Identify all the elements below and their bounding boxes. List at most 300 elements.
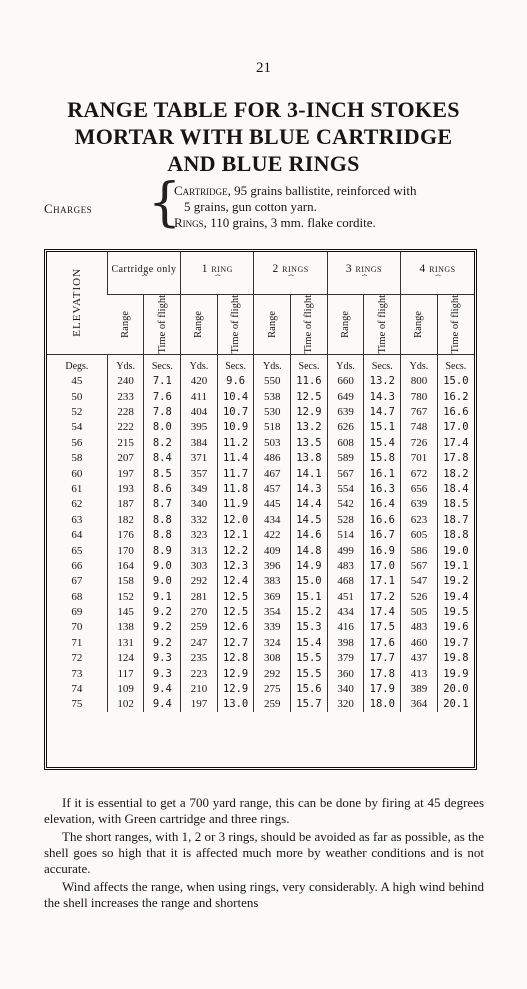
- range-cell: 124: [107, 651, 144, 666]
- range-cell: 514: [327, 527, 364, 542]
- title-line-1: RANGE TABLE FOR 3-INCH STOKES: [67, 97, 460, 122]
- time-cell: 8.6: [144, 481, 181, 496]
- time-cell: 16.6: [364, 512, 401, 527]
- time-cell: 8.2: [144, 435, 181, 450]
- unit-cell: Secs.: [364, 354, 401, 374]
- range-cell: 152: [107, 589, 144, 604]
- cartridge-line-1: [174, 183, 504, 199]
- range-cell: 398: [327, 635, 364, 650]
- range-cell: 626: [327, 420, 364, 435]
- group-header-2-rings: 2 rings ⏞: [254, 252, 327, 295]
- time-cell: 20.0: [437, 681, 474, 696]
- range-cell: 526: [401, 589, 438, 604]
- range-cell: 547: [401, 574, 438, 589]
- range-cell: 420: [181, 374, 218, 389]
- time-cell: 15.4: [291, 635, 328, 650]
- range-cell: 639: [401, 497, 438, 512]
- range-cell: 413: [401, 666, 438, 681]
- range-cell: 499: [327, 543, 364, 558]
- note-paragraph: The short ranges, with 1, 2 or 3 rings, should be avoided as far as possible, as the shell goes so high that it is affected much more by weather conditions and is not accurate.: [44, 829, 484, 876]
- elevation-cell: 50: [71, 390, 83, 403]
- elevation-cell: 75: [71, 698, 83, 711]
- range-cell: 483: [401, 620, 438, 635]
- charges-lines: [174, 183, 504, 231]
- time-cell: 14.9: [291, 558, 328, 573]
- range-cell: 396: [254, 558, 291, 573]
- range-cell: 332: [181, 512, 218, 527]
- time-cell: 19.1: [437, 558, 474, 573]
- time-cell: 15.0: [437, 374, 474, 389]
- range-header: Range: [254, 295, 291, 355]
- unit-cell: Yds.: [107, 354, 144, 374]
- time-cell: 18.8: [437, 527, 474, 542]
- time-cell: 15.2: [291, 604, 328, 619]
- time-cell: 13.8: [291, 451, 328, 466]
- elevation-cell: 68: [71, 590, 83, 603]
- range-cell: 197: [181, 697, 218, 712]
- range-cell: 320: [327, 697, 364, 712]
- range-cell: 518: [254, 420, 291, 435]
- range-cell: 434: [254, 512, 291, 527]
- range-cell: 649: [327, 389, 364, 404]
- unit-cell: Yds.: [181, 354, 218, 374]
- time-cell: 11.7: [217, 466, 254, 481]
- elevation-cell: 73: [71, 667, 83, 680]
- table-row: [47, 635, 474, 650]
- range-cell: 164: [107, 558, 144, 573]
- table-body: [47, 354, 474, 712]
- range-cell: 800: [401, 374, 438, 389]
- range-cell: 701: [401, 451, 438, 466]
- elevation-cell: 45: [71, 375, 83, 388]
- range-cell: 379: [327, 651, 364, 666]
- table-row: [47, 404, 474, 419]
- range-cell: 437: [401, 651, 438, 666]
- elevation-cell: 71: [71, 636, 83, 649]
- time-cell: 19.2: [437, 574, 474, 589]
- range-cell: 726: [401, 435, 438, 450]
- elevation-cell: 65: [71, 544, 83, 557]
- table-row: [47, 527, 474, 542]
- rings-line: [174, 215, 504, 231]
- range-cell: 240: [107, 374, 144, 389]
- range-cell: 586: [401, 543, 438, 558]
- time-cell: 9.2: [144, 604, 181, 619]
- note-paragraph: If it is essential to get a 700 yard range, this can be done by firing at 45 degrees elevation, with Green cartridge and three rings.: [44, 795, 484, 826]
- range-cell: 656: [401, 481, 438, 496]
- time-cell: 19.4: [437, 589, 474, 604]
- time-cell: 13.2: [291, 420, 328, 435]
- time-cell: 16.3: [364, 481, 401, 496]
- time-cell: 8.7: [144, 497, 181, 512]
- page-number: 21: [256, 60, 271, 76]
- time-cell: 17.5: [364, 620, 401, 635]
- range-cell: 748: [401, 420, 438, 435]
- time-cell: 12.0: [217, 512, 254, 527]
- elevation-cell: 70: [71, 621, 83, 634]
- range-cell: 360: [327, 666, 364, 681]
- range-cell: 182: [107, 512, 144, 527]
- time-cell: 14.3: [291, 481, 328, 496]
- time-cell: 8.8: [144, 512, 181, 527]
- time-cell: 9.3: [144, 651, 181, 666]
- range-cell: 383: [254, 574, 291, 589]
- time-cell: 14.6: [291, 527, 328, 542]
- table-row: [47, 589, 474, 604]
- range-cell: 187: [107, 497, 144, 512]
- time-cell: 12.6: [217, 620, 254, 635]
- time-cell: 8.5: [144, 466, 181, 481]
- note-paragraph: Wind affects the range, when using rings, very considerably. A high wind behind the shell increases the range and shortens: [44, 879, 484, 910]
- range-cell: 222: [107, 420, 144, 435]
- time-cell: 13.2: [364, 374, 401, 389]
- range-cell: 538: [254, 389, 291, 404]
- table-row: [47, 435, 474, 450]
- time-cell: 17.4: [437, 435, 474, 450]
- range-cell: 767: [401, 404, 438, 419]
- range-cell: 672: [401, 466, 438, 481]
- range-cell: 528: [327, 512, 364, 527]
- time-cell: 16.9: [364, 543, 401, 558]
- unit-cell: Secs.: [291, 354, 328, 374]
- time-cell: 7.1: [144, 374, 181, 389]
- time-cell: 8.8: [144, 527, 181, 542]
- time-cell: 19.9: [437, 666, 474, 681]
- range-cell: 434: [327, 604, 364, 619]
- cartridge-text-1: 95 grains ballistite, reinforced with: [230, 183, 417, 198]
- range-cell: 292: [181, 574, 218, 589]
- range-cell: 228: [107, 404, 144, 419]
- range-cell: 158: [107, 574, 144, 589]
- range-cell: 259: [254, 697, 291, 712]
- range-cell: 340: [181, 497, 218, 512]
- elevation-cell: 54: [71, 421, 83, 434]
- time-cell: 12.3: [217, 558, 254, 573]
- time-header: Time of flight: [291, 295, 328, 355]
- range-cell: 530: [254, 404, 291, 419]
- elevation-cell: 66: [71, 559, 83, 572]
- time-cell: 11.6: [291, 374, 328, 389]
- elevation-cell: 56: [71, 436, 83, 449]
- unit-cell: Yds.: [254, 354, 291, 374]
- range-cell: 109: [107, 681, 144, 696]
- time-cell: 17.1: [364, 574, 401, 589]
- time-cell: 14.1: [291, 466, 328, 481]
- title-line-3: AND BLUE RINGS: [167, 151, 360, 176]
- time-header: Time of flight: [144, 295, 181, 355]
- range-cell: 210: [181, 681, 218, 696]
- table-row: [47, 604, 474, 619]
- range-cell: 639: [327, 404, 364, 419]
- time-cell: 18.7: [437, 512, 474, 527]
- time-cell: 14.8: [291, 543, 328, 558]
- time-cell: 12.7: [217, 635, 254, 650]
- unit-cell: Secs.: [144, 354, 181, 374]
- charges-brace: {: [148, 173, 182, 233]
- time-cell: 17.9: [364, 681, 401, 696]
- table-row: [47, 389, 474, 404]
- units-row: [47, 354, 474, 374]
- range-cell: 223: [181, 666, 218, 681]
- time-cell: 15.5: [291, 651, 328, 666]
- cartridge-label: Cartridge,: [174, 183, 231, 198]
- page-title: [30, 96, 497, 177]
- range-cell: 197: [107, 466, 144, 481]
- elevation-cell: 63: [71, 513, 83, 526]
- range-cell: 505: [401, 604, 438, 619]
- table-row: [47, 497, 474, 512]
- table-row: [47, 666, 474, 681]
- time-cell: 17.0: [437, 420, 474, 435]
- time-cell: 13.5: [291, 435, 328, 450]
- range-cell: 451: [327, 589, 364, 604]
- range-cell: 780: [401, 389, 438, 404]
- group-header-cartridge-only: Cartridge only ⏞: [107, 252, 180, 295]
- time-cell: 18.0: [364, 697, 401, 712]
- time-cell: 9.3: [144, 666, 181, 681]
- range-cell: 486: [254, 451, 291, 466]
- time-cell: 11.4: [217, 451, 254, 466]
- range-cell: 660: [327, 374, 364, 389]
- time-cell: 17.8: [437, 451, 474, 466]
- elevation-header: ELEVATION: [47, 252, 107, 354]
- time-cell: 12.9: [217, 666, 254, 681]
- time-cell: 12.9: [217, 681, 254, 696]
- elevation-cell: 72: [71, 652, 83, 665]
- range-cell: 416: [327, 620, 364, 635]
- range-cell: 281: [181, 589, 218, 604]
- time-cell: 17.7: [364, 651, 401, 666]
- table-row: [47, 374, 474, 389]
- time-cell: 9.2: [144, 635, 181, 650]
- charges-block: [44, 173, 494, 233]
- time-cell: 15.3: [291, 620, 328, 635]
- range-cell: 364: [401, 697, 438, 712]
- time-cell: 16.2: [437, 389, 474, 404]
- rings-label: Rings,: [174, 215, 207, 230]
- range-header: Range: [107, 295, 144, 355]
- range-cell: 235: [181, 651, 218, 666]
- cartridge-line-2: 5 grains, gun cotton yarn.: [184, 199, 317, 214]
- range-cell: 324: [254, 635, 291, 650]
- range-cell: 131: [107, 635, 144, 650]
- elevation-cell: 58: [71, 452, 83, 465]
- time-cell: 11.9: [217, 497, 254, 512]
- table-row: [47, 620, 474, 635]
- title-line-2: MORTAR WITH BLUE CARTRIDGE: [74, 124, 453, 149]
- range-cell: 409: [254, 543, 291, 558]
- unit-cell: Secs.: [437, 354, 474, 374]
- elevation-cell: 52: [71, 406, 83, 419]
- time-cell: 18.2: [437, 466, 474, 481]
- time-cell: 12.5: [217, 604, 254, 619]
- range-cell: 395: [181, 420, 218, 435]
- rings-text: 110 grains, 3 mm. flake cordite.: [206, 215, 376, 230]
- time-cell: 15.1: [291, 589, 328, 604]
- time-cell: 16.7: [364, 527, 401, 542]
- range-cell: 339: [254, 620, 291, 635]
- table-row: [47, 420, 474, 435]
- range-cell: 371: [181, 451, 218, 466]
- time-cell: 12.1: [217, 527, 254, 542]
- elevation-cell: 64: [71, 529, 83, 542]
- table-row: [47, 651, 474, 666]
- range-cell: 308: [254, 651, 291, 666]
- time-cell: 8.9: [144, 543, 181, 558]
- range-cell: 323: [181, 527, 218, 542]
- table-row: [47, 558, 474, 573]
- range-cell: 554: [327, 481, 364, 496]
- elevation-cell: 67: [71, 575, 83, 588]
- time-cell: 9.1: [144, 589, 181, 604]
- table-row: [47, 512, 474, 527]
- range-cell: 467: [254, 466, 291, 481]
- range-cell: 550: [254, 374, 291, 389]
- time-cell: 17.0: [364, 558, 401, 573]
- range-cell: 170: [107, 543, 144, 558]
- range-cell: 457: [254, 481, 291, 496]
- time-header: Time of flight: [364, 295, 401, 355]
- time-cell: 11.8: [217, 481, 254, 496]
- time-cell: 16.4: [364, 497, 401, 512]
- unit-cell: Degs.: [65, 360, 89, 372]
- range-cell: 176: [107, 527, 144, 542]
- range-cell: 411: [181, 389, 218, 404]
- time-cell: 10.7: [217, 404, 254, 419]
- range-cell: 275: [254, 681, 291, 696]
- range-cell: 503: [254, 435, 291, 450]
- range-cell: 193: [107, 481, 144, 496]
- range-cell: 404: [181, 404, 218, 419]
- time-cell: 19.7: [437, 635, 474, 650]
- group-header-3-rings: 3 rings ⏞: [327, 252, 400, 295]
- range-cell: 138: [107, 620, 144, 635]
- time-cell: 19.8: [437, 651, 474, 666]
- time-cell: 9.0: [144, 558, 181, 573]
- range-cell: 349: [181, 481, 218, 496]
- time-cell: 12.8: [217, 651, 254, 666]
- range-cell: 354: [254, 604, 291, 619]
- time-cell: 15.7: [291, 697, 328, 712]
- time-cell: 12.9: [291, 404, 328, 419]
- time-cell: 20.1: [437, 697, 474, 712]
- time-cell: 7.8: [144, 404, 181, 419]
- range-cell: 567: [401, 558, 438, 573]
- range-header: Range: [401, 295, 438, 355]
- range-cell: 207: [107, 451, 144, 466]
- range-cell: 303: [181, 558, 218, 573]
- time-cell: 15.6: [291, 681, 328, 696]
- group-header-4-rings: 4 rings ⏞: [401, 252, 474, 295]
- time-cell: 8.4: [144, 451, 181, 466]
- unit-cell: Yds.: [401, 354, 438, 374]
- time-cell: 13.0: [217, 697, 254, 712]
- time-cell: 18.5: [437, 497, 474, 512]
- time-cell: 14.4: [291, 497, 328, 512]
- range-cell: 384: [181, 435, 218, 450]
- elevation-cell: 61: [71, 482, 83, 495]
- range-header: Range: [327, 295, 364, 355]
- time-cell: 9.0: [144, 574, 181, 589]
- time-cell: 14.3: [364, 389, 401, 404]
- unit-cell: Yds.: [327, 354, 364, 374]
- time-cell: 8.0: [144, 420, 181, 435]
- range-cell: 445: [254, 497, 291, 512]
- unit-cell: Secs.: [217, 354, 254, 374]
- time-cell: 17.2: [364, 589, 401, 604]
- elevation-cell: 74: [71, 683, 83, 696]
- range-cell: 215: [107, 435, 144, 450]
- time-cell: 14.5: [291, 512, 328, 527]
- range-cell: 542: [327, 497, 364, 512]
- time-cell: 9.4: [144, 681, 181, 696]
- table-row: [47, 481, 474, 496]
- table-row: [47, 574, 474, 589]
- time-header: Time of flight: [437, 295, 474, 355]
- group-header-1-ring: 1 ring ⏞: [181, 252, 254, 295]
- time-cell: 16.6: [437, 404, 474, 419]
- range-cell: 313: [181, 543, 218, 558]
- table-row: [47, 697, 474, 712]
- range-cell: 340: [327, 681, 364, 696]
- time-cell: 17.8: [364, 666, 401, 681]
- notes: [44, 795, 484, 913]
- range-cell: 247: [181, 635, 218, 650]
- elevation-cell: 69: [71, 606, 83, 619]
- time-cell: 19.0: [437, 543, 474, 558]
- range-cell: 357: [181, 466, 218, 481]
- range-cell: 102: [107, 697, 144, 712]
- range-cell: 233: [107, 389, 144, 404]
- time-cell: 15.0: [291, 574, 328, 589]
- time-header: Time of flight: [217, 295, 254, 355]
- time-cell: 15.8: [364, 451, 401, 466]
- table-row: [47, 543, 474, 558]
- time-cell: 12.5: [217, 589, 254, 604]
- table-row: [47, 681, 474, 696]
- range-cell: 608: [327, 435, 364, 450]
- range-cell: 259: [181, 620, 218, 635]
- range-cell: 589: [327, 451, 364, 466]
- time-cell: 16.1: [364, 466, 401, 481]
- charges-label: Charges: [44, 201, 93, 216]
- range-cell: 605: [401, 527, 438, 542]
- range-header: Range: [181, 295, 218, 355]
- time-cell: 18.4: [437, 481, 474, 496]
- range-table-frame: [44, 249, 477, 770]
- range-cell: 369: [254, 589, 291, 604]
- time-cell: 17.6: [364, 635, 401, 650]
- elevation-cell: 60: [71, 467, 83, 480]
- range-cell: 389: [401, 681, 438, 696]
- time-cell: 11.2: [217, 435, 254, 450]
- time-cell: 15.1: [364, 420, 401, 435]
- range-table: [47, 252, 474, 712]
- range-cell: 292: [254, 666, 291, 681]
- time-cell: 15.5: [291, 666, 328, 681]
- range-cell: 117: [107, 666, 144, 681]
- table-row: [47, 466, 474, 481]
- time-cell: 9.6: [217, 374, 254, 389]
- range-cell: 460: [401, 635, 438, 650]
- time-cell: 12.2: [217, 543, 254, 558]
- range-cell: 623: [401, 512, 438, 527]
- range-cell: 145: [107, 604, 144, 619]
- time-cell: 9.2: [144, 620, 181, 635]
- time-cell: 10.9: [217, 420, 254, 435]
- range-cell: 468: [327, 574, 364, 589]
- table-row: [47, 451, 474, 466]
